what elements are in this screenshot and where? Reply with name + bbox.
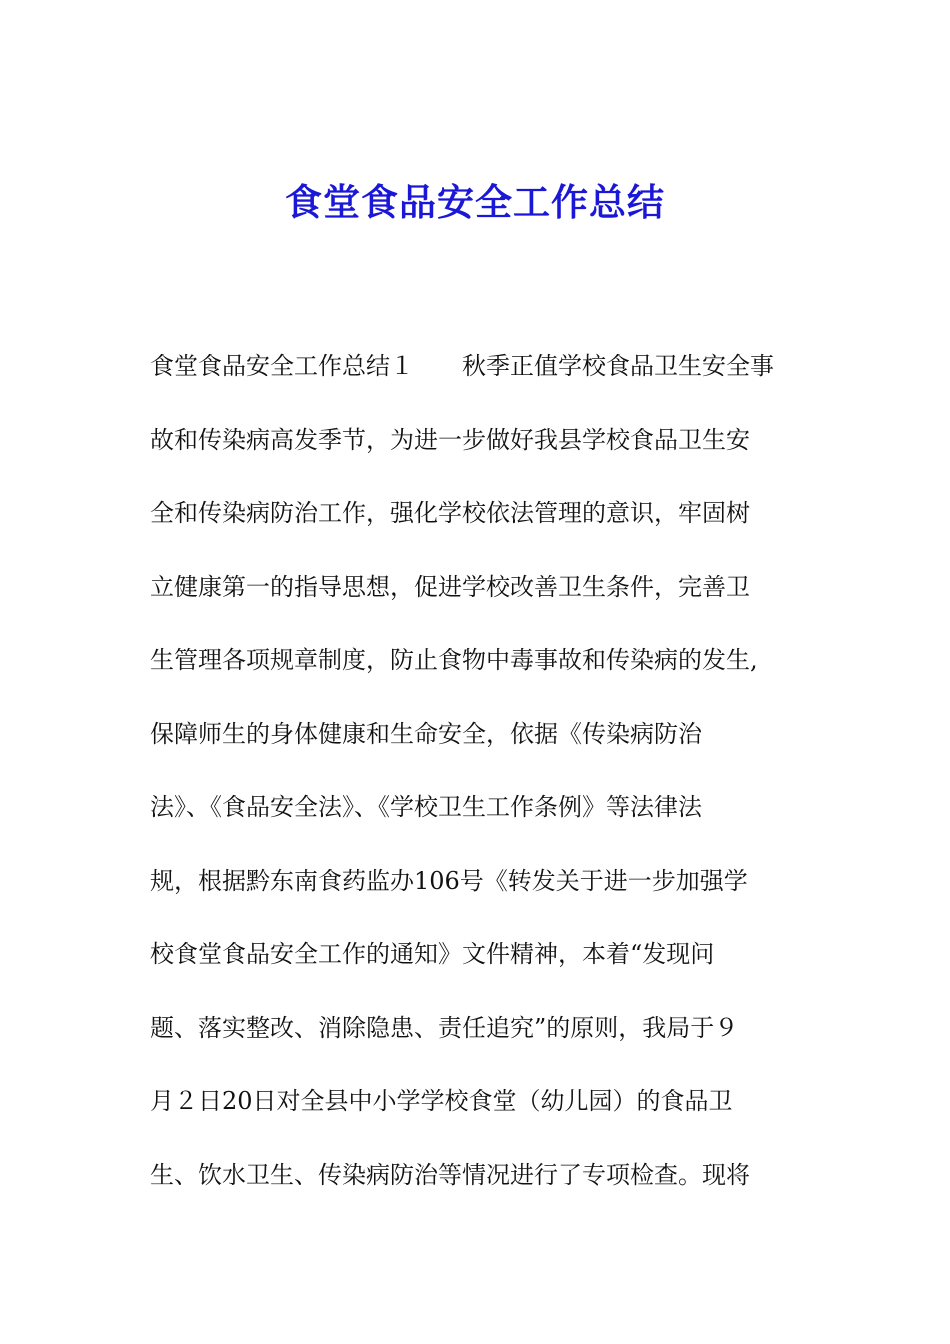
body-line: 生、饮水卫生、传染病防治等情况进行了专项检查。现将 (150, 1160, 750, 1189)
document-body (150, 330, 820, 1212)
body-line: 月２日20日对全县中小学学校食堂（幼儿园）的食品卫 (150, 1087, 733, 1115)
document-title: 食堂食品安全工作总结 (285, 180, 665, 224)
body-line: 规，根据黔东南食药监办106号《转发关于进一步加强学 (150, 866, 748, 895)
body-line: 故和传染病高发季节，为进一步做好我县学校食品卫生安 (150, 425, 750, 454)
body-line: 全和传染病防治工作，强化学校依法管理的意识，牢固树 (150, 499, 750, 527)
body-line: 立健康第一的指导思想，促进学校改善卫生条件，完善卫 (150, 572, 750, 601)
body-line: 法》、《食品安全法》、《学校卫生工作条例》等法律法 (150, 793, 702, 821)
body-line: 生管理各项规章制度，防止食物中毒事故和传染病的发生, (150, 646, 758, 674)
body-line: 题、落实整改、消除隐患、责任追究”的原则，我局于９ (150, 1013, 739, 1042)
body-line: 校食堂食品安全工作的通知》文件精神，本着“发现问 (150, 940, 715, 968)
body-line: 食堂食品安全工作总结１ 秋季正值学校食品卫生安全事 (150, 352, 774, 380)
body-line: 保障师生的身体健康和生命安全，依据《传染病防治 (150, 719, 702, 748)
